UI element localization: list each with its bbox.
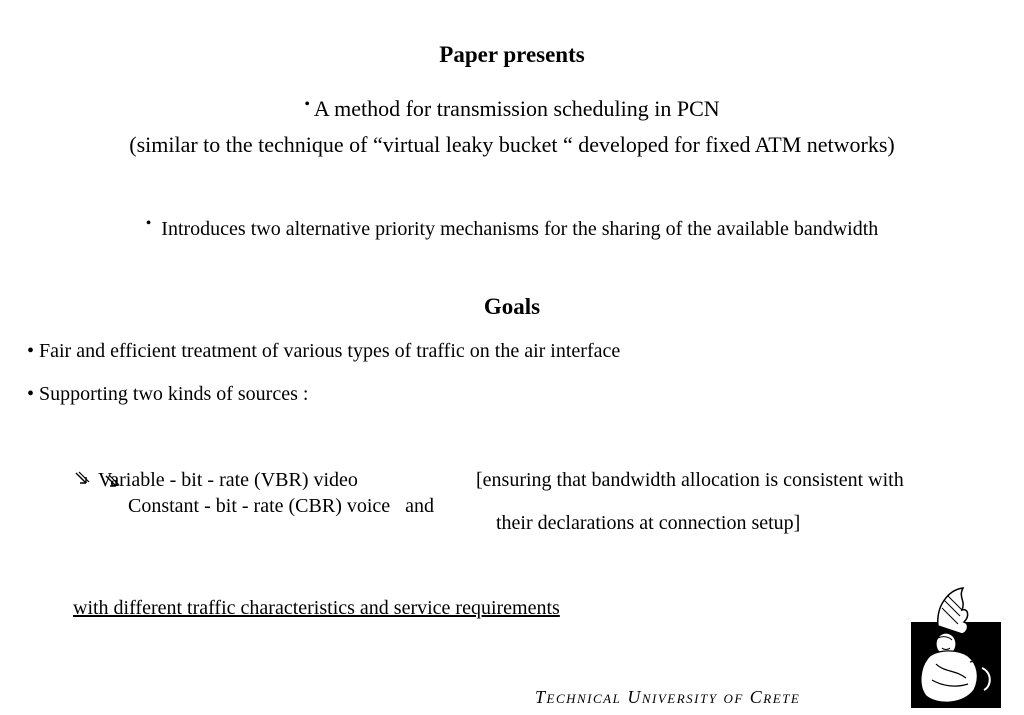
goal-item-two-sources: • Supporting two kinds of sources : [27, 383, 309, 405]
paper-presents-heading: Paper presents [439, 42, 585, 67]
paper-bullet-2 [0, 215, 1024, 241]
paper-bullet-1-text: A method for transmission scheduling in PCN [313, 96, 720, 121]
source-vbr-video [74, 469, 358, 492]
goal-item-fair-treatment: • Fair and efficient treatment of various types of traffic on the air interface [27, 340, 621, 362]
goals-heading: Goals [483, 294, 541, 319]
closing-remark: with different traffic characteristics and service requirements [73, 597, 560, 619]
source-vbr-video-text: Variable - bit - rate (VBR) video [98, 469, 358, 491]
bullet-dot-icon: • [145, 215, 152, 232]
vbr-note-line-2: their declarations at connection setup] [496, 512, 801, 534]
paper-bullet-2-text: Introduces two alternative priority mechanisms for the sharing of the available bandwidth [161, 218, 879, 240]
university-logo [908, 586, 1008, 710]
paper-bullet-1 [0, 96, 1024, 122]
vbr-note-line-1: [ensuring that bandwidth allocation is consistent with [476, 469, 904, 491]
bullet-dot-icon: • [304, 96, 310, 113]
institution-footer: Technical University of Crete [535, 687, 801, 707]
source-cbr-voice-text: Constant - bit - rate (CBR) voice and [128, 495, 435, 517]
paper-bullet-1-detail: (similar to the technique of “virtual leaky bucket “ developed for fixed ATM networks) [129, 132, 895, 157]
arrow-right-outline-icon [74, 469, 92, 492]
